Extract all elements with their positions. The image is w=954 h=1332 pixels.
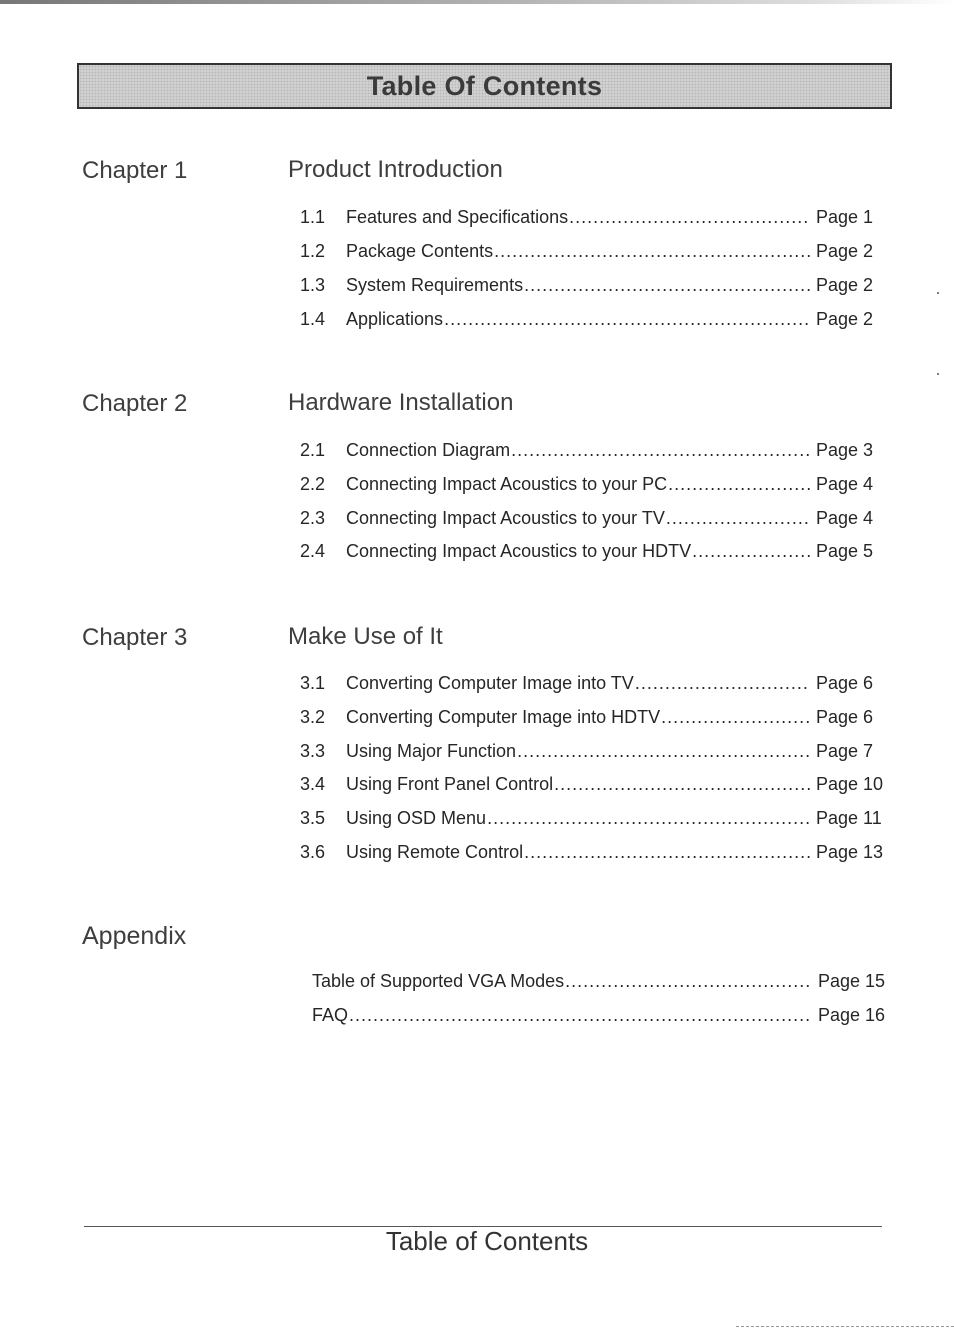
toc-entry — [300, 541, 896, 567]
entry-page: Page 6 — [816, 707, 874, 727]
entry-page: Page 4 — [816, 508, 874, 528]
entry-page: Page 4 — [816, 474, 874, 494]
entry-text: Connecting Impact Acoustics to your HDTV — [346, 541, 692, 561]
entry-page: Page 10 — [816, 774, 884, 794]
entry-number: 1.4 — [300, 309, 326, 329]
entry-number: 1.3 — [300, 275, 326, 295]
entry-text: Using OSD Menu — [346, 808, 487, 828]
toc-entry — [300, 474, 896, 500]
title-banner — [77, 63, 892, 109]
entry-text: Table of Supported VGA Modes — [312, 971, 565, 991]
leader-dots — [524, 842, 810, 863]
entry-page: Page 7 — [816, 741, 874, 761]
leader-dots — [661, 707, 810, 728]
scan-speck — [937, 292, 939, 294]
toc-entry — [300, 241, 896, 267]
entry-text: Converting Computer Image into HDTV — [346, 707, 661, 727]
toc-entry — [300, 707, 896, 733]
toc-entry — [300, 774, 896, 800]
toc-entry — [300, 275, 896, 301]
chapter-1-title: Product Introduction — [288, 156, 503, 183]
footer-title: Table of Contents — [385, 1226, 589, 1256]
leader-dots — [494, 241, 810, 262]
toc-entry — [312, 1005, 896, 1031]
entry-text: Connecting Impact Acoustics to your TV — [346, 508, 665, 528]
entry-text: Converting Computer Image into TV — [346, 673, 634, 693]
toc-entry — [300, 309, 896, 335]
chapter-3-title: Make Use of It — [288, 623, 443, 650]
leader-dots — [635, 673, 810, 694]
entry-page: Page 16 — [818, 1005, 886, 1025]
entry-text: FAQ — [312, 1005, 349, 1025]
leader-dots — [444, 309, 810, 330]
entry-number: 2.4 — [300, 541, 326, 561]
entry-text: System Requirements — [346, 275, 524, 295]
toc-entry — [300, 508, 896, 534]
page-title: Table Of Contents — [366, 70, 603, 101]
entry-page: Page 6 — [816, 673, 874, 693]
entry-text: Using Remote Control — [346, 842, 524, 862]
entry-text: Connecting Impact Acoustics to your PC — [346, 474, 668, 494]
toc-entry — [300, 741, 896, 767]
toc-entry — [300, 808, 896, 834]
entry-number: 2.2 — [300, 474, 326, 494]
entry-number: 1.2 — [300, 241, 326, 261]
entry-number: 3.1 — [300, 673, 326, 693]
toc-entry — [300, 207, 896, 233]
scan-edge-top — [0, 0, 954, 4]
toc-entry — [300, 673, 896, 699]
entry-page: Page 3 — [816, 440, 874, 460]
entry-number: 3.5 — [300, 808, 326, 828]
entry-page: Page 1 — [816, 207, 874, 227]
entry-number: 2.1 — [300, 440, 326, 460]
chapter-2-title: Hardware Installation — [288, 389, 514, 416]
chapter-1-label: Chapter 1 — [82, 157, 188, 184]
entry-text: Connection Diagram — [346, 440, 511, 460]
entry-number: 3.3 — [300, 741, 326, 761]
chapter-3-label: Chapter 3 — [82, 624, 188, 651]
leader-dots — [524, 275, 810, 296]
leader-dots — [565, 971, 812, 992]
leader-dots — [487, 808, 810, 829]
toc-entry — [312, 971, 896, 997]
leader-dots — [511, 440, 810, 461]
entry-text: Using Front Panel Control — [346, 774, 554, 794]
entry-text: Using Major Function — [346, 741, 517, 761]
toc-entry — [300, 842, 896, 868]
entry-page: Page 11 — [816, 808, 882, 828]
entry-number: 1.1 — [300, 207, 326, 227]
entry-number: 3.4 — [300, 774, 326, 794]
entry-number: 3.2 — [300, 707, 326, 727]
leader-dots — [517, 741, 810, 762]
leader-dots — [554, 774, 810, 795]
entry-page: Page 13 — [816, 842, 884, 862]
appendix-label: Appendix — [82, 922, 187, 950]
entry-number: 3.6 — [300, 842, 326, 862]
entry-text: Features and Specifications — [346, 207, 569, 227]
entry-page: Page 2 — [816, 241, 874, 261]
entry-number: 2.3 — [300, 508, 326, 528]
leader-dots — [692, 541, 810, 562]
leader-dots — [569, 207, 810, 228]
entry-text: Package Contents — [346, 241, 494, 261]
entry-page: Page 5 — [816, 541, 874, 561]
scan-speck — [937, 373, 939, 375]
chapter-2-label: Chapter 2 — [82, 390, 188, 417]
entry-text: Applications — [346, 309, 444, 329]
leader-dots — [666, 508, 810, 529]
entry-page: Page 2 — [816, 309, 874, 329]
scan-edge-bottom — [736, 1326, 954, 1327]
entry-page: Page 15 — [818, 971, 886, 991]
leader-dots — [349, 1005, 812, 1026]
entry-page: Page 2 — [816, 275, 874, 295]
toc-entry — [300, 440, 896, 466]
leader-dots — [668, 474, 810, 495]
